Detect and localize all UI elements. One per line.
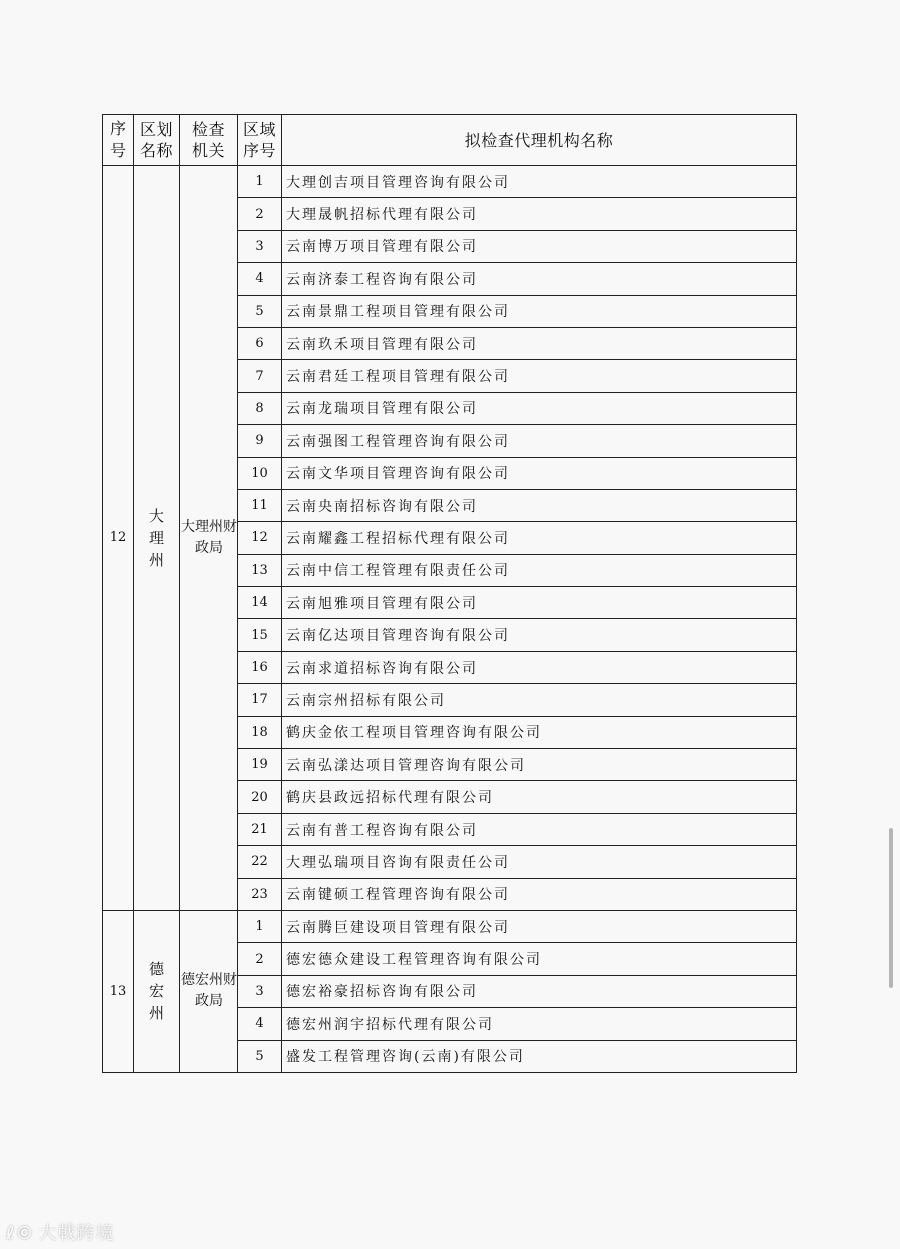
row-number-cell: 7: [238, 360, 282, 392]
watermark: [6, 1219, 115, 1245]
org-name-cell: 盛发工程管理咨询(云南)有限公司: [282, 1040, 797, 1072]
group-agency-cell: [180, 166, 238, 911]
row-number-cell: 6: [238, 327, 282, 359]
org-name-cell: 云南强图工程管理咨询有限公司: [282, 425, 797, 457]
row-number-cell: 2: [238, 198, 282, 230]
org-name-cell: 云南求道招标咨询有限公司: [282, 651, 797, 683]
header-org-name: 拟检查代理机构名称: [282, 115, 797, 166]
group-seq-cell: 13: [103, 910, 134, 1072]
row-number-cell: 10: [238, 457, 282, 489]
org-name-cell: 云南宗州招标有限公司: [282, 684, 797, 716]
header-area-seq: 区域序号: [238, 115, 282, 166]
org-name-cell: 云南央南招标咨询有限公司: [282, 489, 797, 521]
scrollbar-thumb[interactable]: [889, 828, 893, 988]
org-name-cell: 云南济泰工程咨询有限公司: [282, 263, 797, 295]
org-name-cell: 云南文华项目管理咨询有限公司: [282, 457, 797, 489]
org-name-cell: 云南龙瑞项目管理有限公司: [282, 392, 797, 424]
row-number-cell: 1: [238, 910, 282, 942]
org-name-cell: 云南中信工程管理有限责任公司: [282, 554, 797, 586]
header-agency: 检查机关: [180, 115, 238, 166]
agency-name: 大理州财政局: [181, 518, 237, 556]
row-number-cell: 14: [238, 587, 282, 619]
row-number-cell: 5: [238, 295, 282, 327]
agency-name: 德宏州财政局: [181, 972, 237, 1010]
org-name-cell: 德宏裕豪招标咨询有限公司: [282, 975, 797, 1007]
group-seq-cell: 12: [103, 166, 134, 911]
row-number-cell: 20: [238, 781, 282, 813]
row-number-cell: 15: [238, 619, 282, 651]
row-number-cell: 23: [238, 878, 282, 910]
org-name-cell: 云南玖禾项目管理有限公司: [282, 327, 797, 359]
org-name-cell: 云南博万项目管理有限公司: [282, 230, 797, 262]
row-number-cell: 12: [238, 522, 282, 554]
table-body: [103, 166, 797, 1073]
row-number-cell: 11: [238, 489, 282, 521]
org-name-cell: 云南景鼎工程项目管理有限公司: [282, 295, 797, 327]
row-number-cell: 2: [238, 943, 282, 975]
org-name-cell: 大理弘瑞项目咨询有限责任公司: [282, 846, 797, 878]
row-number-cell: 1: [238, 166, 282, 198]
watermark-text: 大戟跨境: [38, 1223, 115, 1244]
row-number-cell: 22: [238, 846, 282, 878]
group-region-cell: [134, 910, 180, 1072]
org-name-cell: 云南君廷工程项目管理有限公司: [282, 360, 797, 392]
org-name-cell: 大理创吉项目管理咨询有限公司: [282, 166, 797, 198]
group-agency-cell: [180, 910, 238, 1072]
row-number-cell: 4: [238, 1008, 282, 1040]
region-name: 德宏州: [148, 960, 164, 1023]
org-name-cell: 云南腾巨建设项目管理有限公司: [282, 910, 797, 942]
row-number-cell: 16: [238, 651, 282, 683]
org-name-cell: 德宏州润宇招标代理有限公司: [282, 1008, 797, 1040]
org-name-cell: 云南有普工程咨询有限公司: [282, 813, 797, 845]
org-name-cell: 大理晟帆招标代理有限公司: [282, 198, 797, 230]
table-row: [103, 910, 797, 942]
header-region: 区划名称: [134, 115, 180, 166]
org-name-cell: 云南耀鑫工程招标代理有限公司: [282, 522, 797, 554]
row-number-cell: 8: [238, 392, 282, 424]
header-seq: 序号: [103, 115, 134, 166]
org-name-cell: 鹤庆金依工程项目管理咨询有限公司: [282, 716, 797, 748]
row-number-cell: 21: [238, 813, 282, 845]
row-number-cell: 18: [238, 716, 282, 748]
org-name-cell: 鹤庆县政远招标代理有限公司: [282, 781, 797, 813]
row-number-cell: 17: [238, 684, 282, 716]
row-number-cell: 13: [238, 554, 282, 586]
region-name: 大理州: [148, 506, 164, 569]
row-number-cell: 3: [238, 975, 282, 1007]
row-number-cell: 19: [238, 749, 282, 781]
agency-inspection-table: [102, 114, 797, 1073]
org-name-cell: 云南亿达项目管理咨询有限公司: [282, 619, 797, 651]
org-name-cell: 德宏德众建设工程管理咨询有限公司: [282, 943, 797, 975]
org-name-cell: 云南弘漾达项目管理咨询有限公司: [282, 749, 797, 781]
org-name-cell: 云南旭雅项目管理有限公司: [282, 587, 797, 619]
table-header-row: [103, 115, 797, 166]
group-region-cell: [134, 166, 180, 911]
row-number-cell: 4: [238, 263, 282, 295]
row-number-cell: 3: [238, 230, 282, 262]
row-number-cell: 9: [238, 425, 282, 457]
watermark-logo: ℓ©: [6, 1223, 35, 1244]
org-name-cell: 云南键硕工程管理咨询有限公司: [282, 878, 797, 910]
row-number-cell: 5: [238, 1040, 282, 1072]
table-row: [103, 166, 797, 198]
